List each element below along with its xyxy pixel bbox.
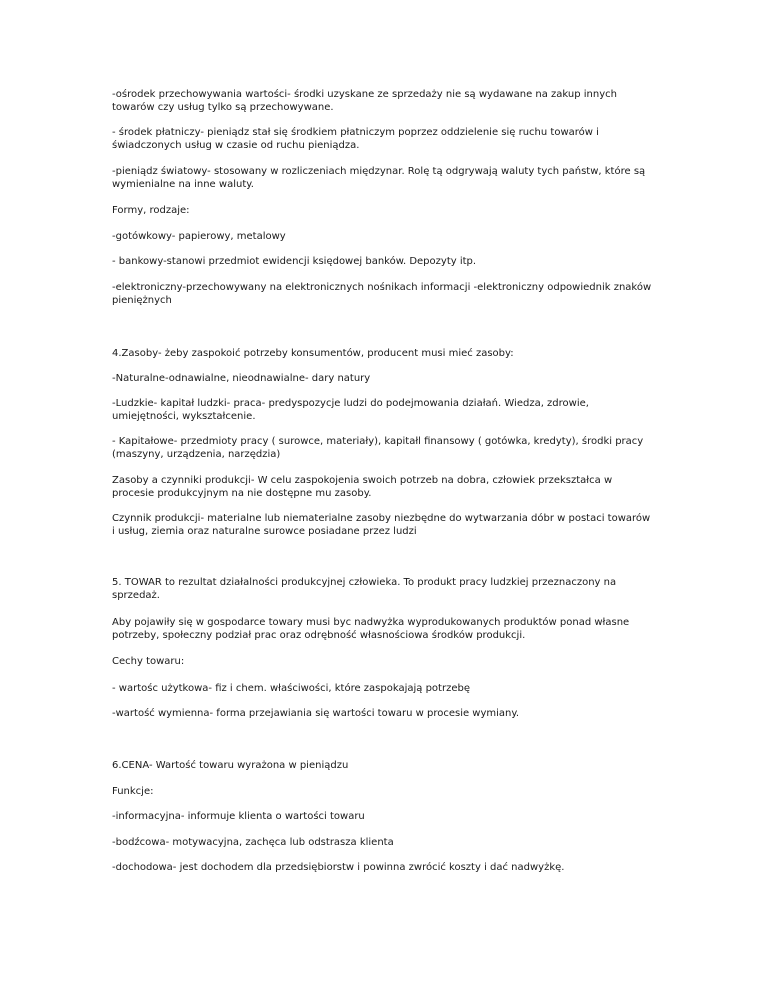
- text-line: towarów czy usług tylko są przechowywane.: [112, 102, 334, 113]
- text-line: wymienialne na inne waluty.: [112, 179, 254, 190]
- paragraph: [112, 281, 672, 307]
- text-line: i usług, ziemia oraz naturalne surowce posiadane przez ludzi: [112, 526, 417, 537]
- text-line: sprzedaż.: [112, 590, 160, 601]
- text-line: Formy, rodzaje:: [112, 205, 190, 216]
- paragraph: [112, 576, 672, 602]
- text-line: -informacyjna- informuje klienta o wartości towaru: [112, 811, 365, 822]
- paragraph: [112, 255, 672, 268]
- paragraph: [112, 474, 672, 500]
- text-line: potrzeby, społeczny podział prac oraz odrębność własnościowa środków produkcji.: [112, 630, 526, 641]
- text-line: -ośrodek przechowywania wartości- środki uzyskane ze sprzedaży nie są wydawane na zakup innych: [112, 89, 617, 100]
- paragraph: [112, 347, 672, 360]
- text-line: Funkcje:: [112, 786, 154, 797]
- paragraph: [112, 810, 672, 823]
- paragraph: [112, 785, 672, 798]
- text-line: - środek płatniczy- pieniądz stał się środkiem płatniczym poprzez oddzielenie się ruchu towarów i: [112, 127, 599, 138]
- paragraph: [112, 88, 672, 114]
- text-line: (maszyny, urządzenia, narzędzia): [112, 449, 281, 460]
- text-line: -pieniądz światowy- stosowany w rozliczeniach międzynar. Rolę tą odgrywają waluty tych państw, które są: [112, 166, 646, 177]
- text-line: 5. TOWAR to rezultat działalności produkcyjnej człowieka. To produkt pracy ludzkiej przeznaczony na: [112, 577, 617, 588]
- paragraph: [112, 512, 672, 538]
- text-line: - wartośc użytkowa- fiz i chem. właściwości, które zaspokajają potrzebę: [112, 683, 470, 694]
- text-line: pieniężnych: [112, 295, 172, 306]
- paragraph: [112, 861, 672, 874]
- paragraph: [112, 126, 672, 152]
- text-line: -Ludzkie- kapitał ludzki- praca- predyspozycje ludzi do podejmowania działań. Wiedza, zdrowie,: [112, 398, 589, 409]
- text-line: Czynnik produkcji- materialne lub niematerialne zasoby niezbędne do wytwarzania dóbr w postaci towarów: [112, 513, 651, 524]
- paragraph: [112, 616, 672, 642]
- paragraph: [112, 435, 672, 461]
- text-line: -Naturalne-odnawialne, nieodnawialne- dary natury: [112, 373, 371, 384]
- text-line: -wartość wymienna- forma przejawiania się wartości towaru w procesie wymiany.: [112, 708, 520, 719]
- paragraph: [112, 204, 672, 217]
- text-line: Zasoby a czynniki produkcji- W celu zaspokojenia swoich potrzeb na dobra, człowiek przekształca w: [112, 475, 613, 486]
- paragraph: [112, 759, 672, 772]
- text-line: - bankowy-stanowi przedmiot ewidencji księdowej banków. Depozyty itp.: [112, 256, 477, 267]
- text-line: Cechy towaru:: [112, 656, 185, 667]
- paragraph: [112, 682, 672, 695]
- paragraph: [112, 230, 672, 243]
- text-line: procesie produkcyjnym na nie dostępne mu zasoby.: [112, 488, 372, 499]
- text-line: 6.CENA- Wartość towaru wyrażona w pieniądzu: [112, 760, 349, 771]
- paragraph: [112, 372, 672, 385]
- paragraph: [112, 165, 672, 191]
- paragraph: [112, 655, 672, 668]
- text-line: -dochodowa- jest dochodem dla przedsiębiorstw i powinna zwrócić koszty i dać nadwyżkę.: [112, 862, 565, 873]
- text-line: -gotówkowy- papierowy, metalowy: [112, 231, 286, 242]
- text-line: -elektroniczny-przechowywany na elektronicznych nośnikach informacji -elektroniczny odpowiednik znaków: [112, 282, 652, 293]
- text-line: świadczonych usług w czasie od ruchu pieniądza.: [112, 140, 360, 151]
- text-line: -bodźcowa- motywacyjna, zachęca lub odstrasza klienta: [112, 837, 394, 848]
- text-line: 4.Zasoby- żeby zaspokoić potrzeby konsumentów, producent musi mieć zasoby:: [112, 348, 514, 359]
- paragraph: [112, 397, 672, 423]
- text-line: - Kapitałowe- przedmioty pracy ( surowce, materiały), kapitałl finansowy ( gotówka, kredyty), środki pracy: [112, 436, 644, 447]
- text-line: Aby pojawiły się w gospodarce towary musi byc nadwyżka wyprodukowanych produktów ponad własne: [112, 617, 630, 628]
- text-line: umiejętności, wykształcenie.: [112, 411, 256, 422]
- paragraph: [112, 707, 672, 720]
- paragraph: [112, 836, 672, 849]
